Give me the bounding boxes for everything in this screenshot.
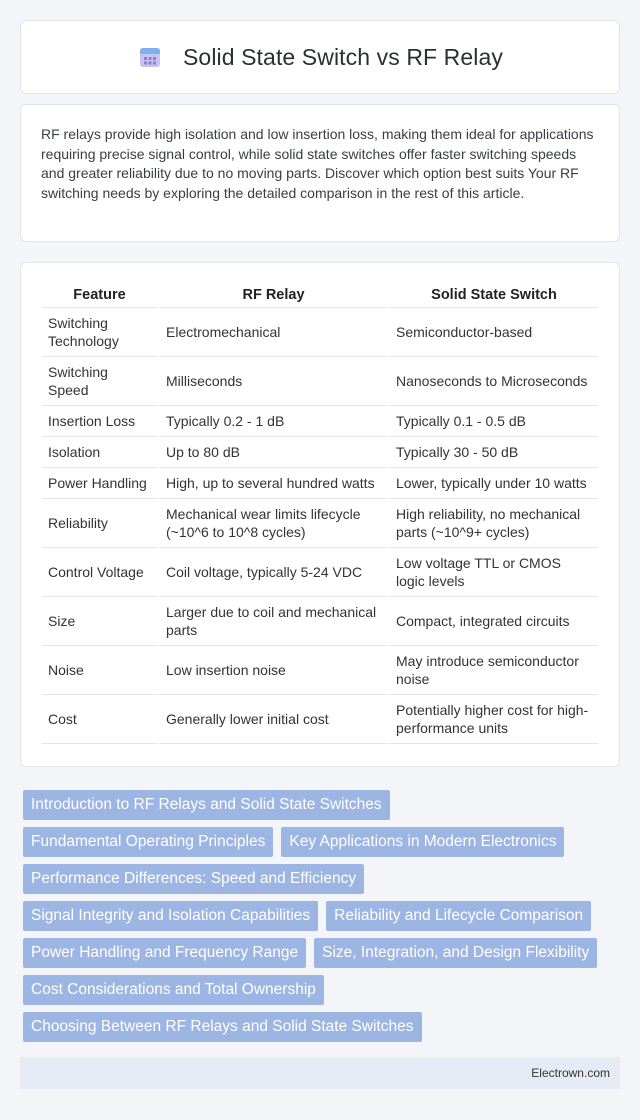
table-header-row xyxy=(42,283,598,308)
topic-tags xyxy=(23,790,623,1049)
calendar-icon xyxy=(137,44,163,70)
table-row xyxy=(42,308,598,357)
table-cell-solid-state: May introduce semiconductor noise xyxy=(387,646,598,695)
table-cell-rf-relay: Typically 0.2 - 1 dB xyxy=(157,406,387,437)
table-cell-feature: Insertion Loss xyxy=(42,406,157,437)
table-cell-feature: Reliability xyxy=(42,499,157,548)
table-cell-rf-relay: Larger due to coil and mechanical parts xyxy=(157,597,387,646)
table-cell-solid-state: Typically 0.1 - 0.5 dB xyxy=(387,406,598,437)
tag-performance-differences[interactable]: Performance Differences: Speed and Efficiency xyxy=(23,864,364,894)
table-row xyxy=(42,548,598,597)
table-cell-feature: Switching Technology xyxy=(42,308,157,357)
table-cell-feature: Control Voltage xyxy=(42,548,157,597)
tag-introduction[interactable]: Introduction to RF Relays and Solid State Switches xyxy=(23,790,390,820)
table-cell-rf-relay: Generally lower initial cost xyxy=(157,695,387,744)
table-row xyxy=(42,468,598,499)
table-row xyxy=(42,695,598,744)
table-cell-rf-relay: Coil voltage, typically 5-24 VDC xyxy=(157,548,387,597)
table-cell-rf-relay: Low insertion noise xyxy=(157,646,387,695)
intro-text: RF relays provide high isolation and low insertion loss, making them ideal for applications requiring precise signal control, while solid state switches offer faster switching speeds and greater reliability due to no moving parts. Discover which option best suits Your RF switching needs by exploring the detailed comparison in the rest of this article. xyxy=(41,126,594,201)
table-cell-rf-relay: Electromechanical xyxy=(157,308,387,357)
header-rf-relay: RF Relay xyxy=(157,283,387,308)
table-cell-feature: Size xyxy=(42,597,157,646)
table-cell-solid-state: Nanoseconds to Microseconds xyxy=(387,357,598,406)
table-cell-solid-state: Compact, integrated circuits xyxy=(387,597,598,646)
table-cell-solid-state: Potentially higher cost for high-performance units xyxy=(387,695,598,744)
comparison-card xyxy=(20,262,620,767)
tag-choosing-between[interactable]: Choosing Between RF Relays and Solid State Switches xyxy=(23,1012,422,1042)
header-solid-state: Solid State Switch xyxy=(387,283,598,308)
table-row xyxy=(42,357,598,406)
table-cell-rf-relay: Up to 80 dB xyxy=(157,437,387,468)
table-cell-feature: Isolation xyxy=(42,437,157,468)
table-row xyxy=(42,437,598,468)
table-cell-rf-relay: Milliseconds xyxy=(157,357,387,406)
tag-power-handling[interactable]: Power Handling and Frequency Range xyxy=(23,938,306,968)
table-cell-feature: Noise xyxy=(42,646,157,695)
tag-size-integration[interactable]: Size, Integration, and Design Flexibility xyxy=(314,938,597,968)
table-cell-feature: Switching Speed xyxy=(42,357,157,406)
tag-operating-principles[interactable]: Fundamental Operating Principles xyxy=(23,827,273,857)
tag-cost-considerations[interactable]: Cost Considerations and Total Ownership xyxy=(23,975,324,1005)
table-cell-solid-state: High reliability, no mechanical parts (~10^9+ cycles) xyxy=(387,499,598,548)
table-cell-solid-state: Typically 30 - 50 dB xyxy=(387,437,598,468)
intro-card xyxy=(20,104,620,242)
table-row xyxy=(42,646,598,695)
footer-site[interactable]: Electrown.com xyxy=(531,1066,610,1080)
table-row xyxy=(42,597,598,646)
table-cell-solid-state: Low voltage TTL or CMOS logic levels xyxy=(387,548,598,597)
table-row xyxy=(42,499,598,548)
table-row xyxy=(42,406,598,437)
header-feature: Feature xyxy=(42,283,157,308)
comparison-table xyxy=(42,283,598,744)
footer xyxy=(20,1057,620,1089)
table-cell-feature: Power Handling xyxy=(42,468,157,499)
table-cell-feature: Cost xyxy=(42,695,157,744)
tag-signal-integrity[interactable]: Signal Integrity and Isolation Capabilities xyxy=(23,901,318,931)
table-cell-rf-relay: High, up to several hundred watts xyxy=(157,468,387,499)
table-cell-solid-state: Lower, typically under 10 watts xyxy=(387,468,598,499)
tag-reliability-lifecycle[interactable]: Reliability and Lifecycle Comparison xyxy=(326,901,591,931)
page-title: Solid State Switch vs RF Relay xyxy=(182,43,503,70)
tag-key-applications[interactable]: Key Applications in Modern Electronics xyxy=(281,827,564,857)
table-cell-rf-relay: Mechanical wear limits lifecycle (~10^6 to 10^8 cycles) xyxy=(157,499,387,548)
title-card xyxy=(20,20,620,94)
table-cell-solid-state: Semiconductor-based xyxy=(387,308,598,357)
